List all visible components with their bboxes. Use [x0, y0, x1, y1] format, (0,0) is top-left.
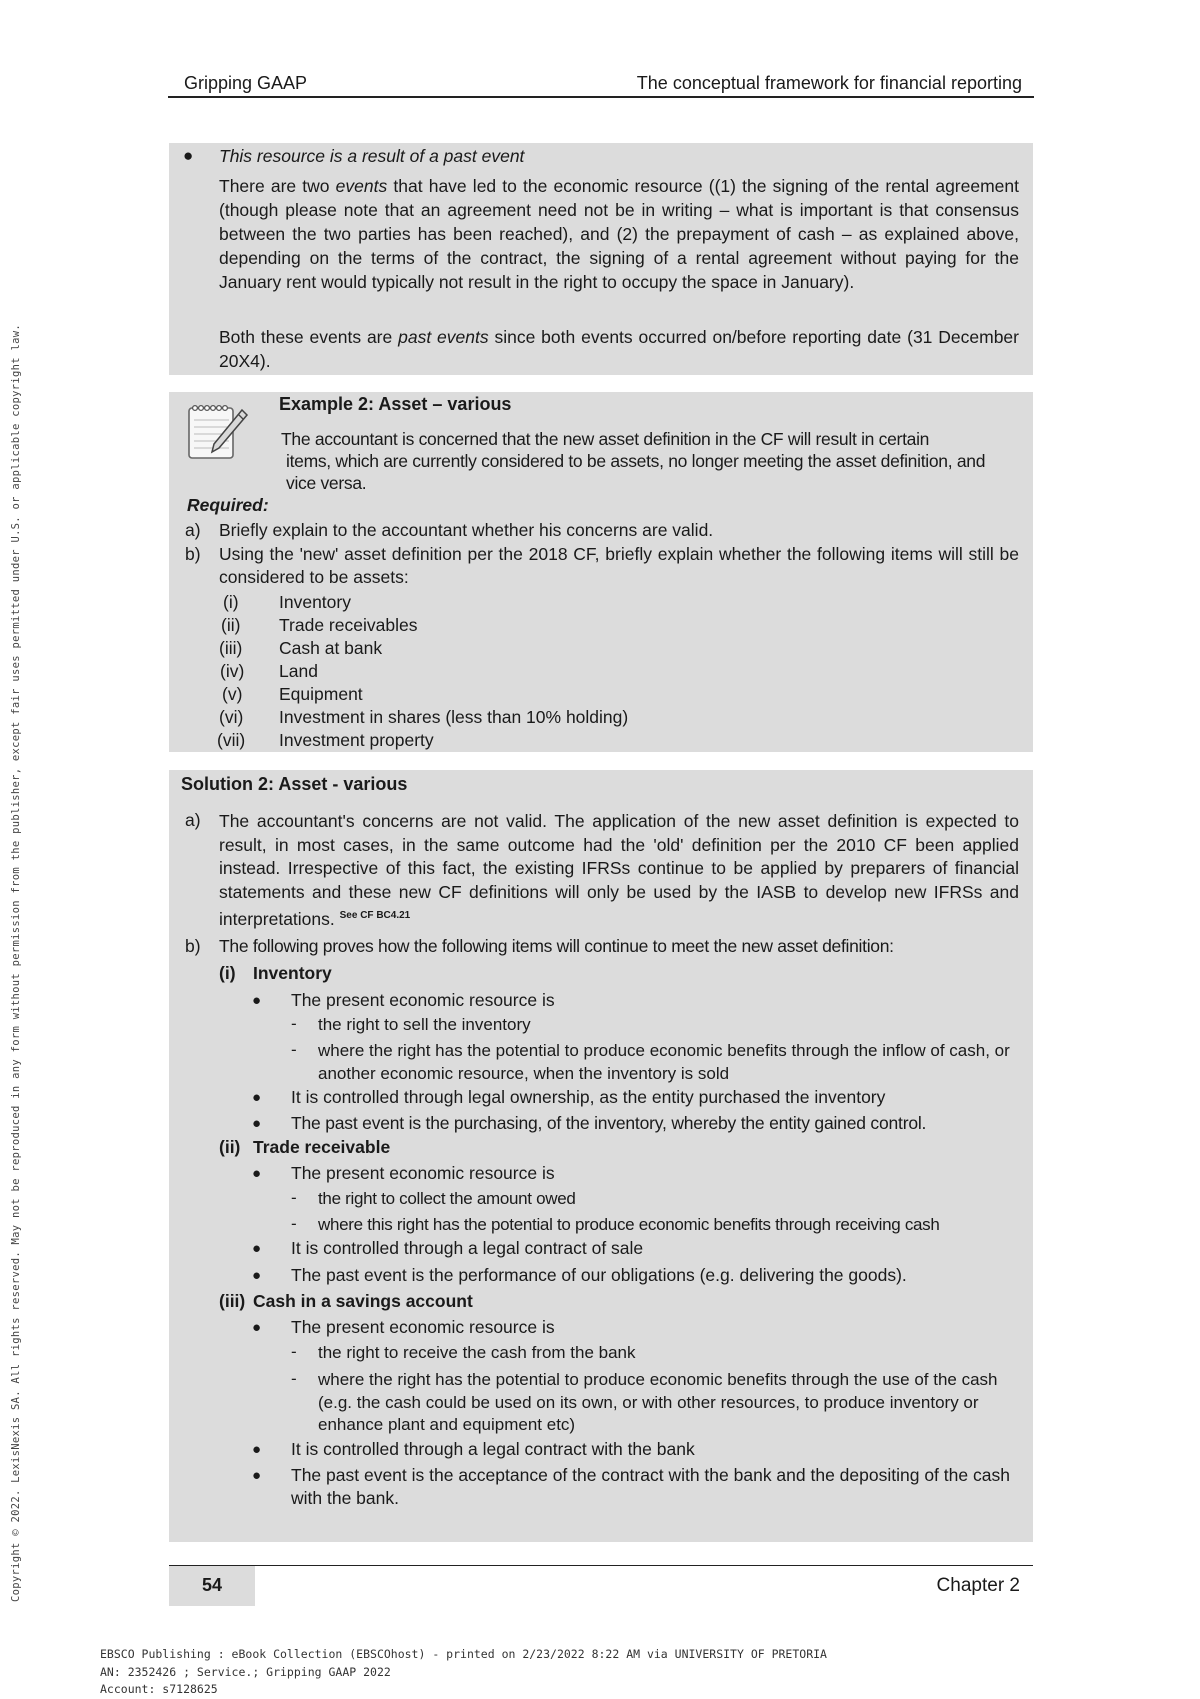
solution-b-label: b)	[185, 936, 201, 956]
chapter-label: Chapter 2	[936, 1575, 1020, 1596]
solution-b-text: The following proves how the following items will continue to meet the new asset definition:	[219, 936, 894, 956]
solution-a-text: The accountant's concerns are not valid. The application of the new asset definition is expected to result, in most cases, in the same outcome had the 'old' definition per the 2010 CF been applied instead. Irrespective of this fact, the existing IFRSs continue to be applied by preparers of financial statements and these new CF definitions will only be used by the IASB to develop new IFRSs and interpretations. $^{See CF BC4.21}$	[219, 811, 1019, 929]
past-event-box	[169, 143, 1033, 375]
header-chapter-title: The conceptual framework for financial reporting	[636, 73, 1022, 93]
bullet-text: The present economic resource is	[291, 1163, 555, 1183]
bullet-icon: ●	[252, 1267, 262, 1284]
print-info-line-3: Account: s7128625	[100, 1682, 218, 1696]
example-title: Example 2: Asset – various	[279, 394, 512, 414]
bullet-text: It is controlled through a legal contract of sale	[291, 1238, 644, 1258]
subsection-heading: (iii) Cash in a savings account	[219, 1291, 473, 1311]
dash-text: where the right has the potential to produce economic benefits through the inflow of cash, or another economic resource, when the inventory is sold	[318, 1041, 1010, 1083]
subsection-heading: (ii) Trade receivable	[219, 1137, 391, 1157]
running-header	[168, 70, 1034, 98]
bullet-icon: ●	[252, 1467, 262, 1484]
bullet-icon: ●	[252, 1115, 262, 1132]
print-info	[100, 1646, 827, 1699]
dash-text: the right to receive the cash from the bank	[318, 1343, 636, 1362]
dash-text: the right to collect the amount owed	[318, 1189, 576, 1208]
example-box: Example 2: Asset – various The accountant is concerned that the new asset definition in the CF will result in certain items, which are currently considered to be assets, no longer meeting the asset definition, and vice versa. Required: a) Briefly explain to the accountant whether his concerns are valid. b) Using the 'new' asset definition per the 2018 CF, briefly explain whether the following items will still be considered to be assets: (i) Inventory (ii) Trade receivables (iii) Cash at bank (iv) Land (v) Equipment (vi) Investment in shares (less than 10% holding) (vii) Investment property	[169, 392, 1033, 752]
required-label: Required:	[187, 495, 269, 515]
dash-marker: -	[291, 1342, 297, 1361]
footer-rule	[169, 1565, 1033, 1566]
dash-marker: -	[291, 1369, 297, 1388]
dash-text: where the right has the potential to produce economic benefits through the use of the cash (e.g. the cash could be used on its own, or with other resources, to produce inventory or enhance plant and equipment etc)	[318, 1370, 998, 1434]
subsection-heading: (i) Inventory	[219, 963, 332, 983]
header-book-title: Gripping GAAP	[184, 73, 308, 93]
bullet-text: The past event is the acceptance of the contract with the bank and the depositing of the cash with the bank.	[291, 1465, 1010, 1508]
bullet-icon: ●	[252, 1441, 262, 1458]
solution-a-label: a)	[185, 810, 201, 830]
past-event-paragraph-2: Both these events are past events since both events occurred on/before reporting date (31 December 20X4).	[219, 327, 1019, 371]
bullet-icon: ●	[252, 1089, 262, 1106]
bullet-icon: ●	[252, 992, 262, 1009]
bullet-text: The past event is the purchasing, of the inventory, whereby the entity gained control.	[291, 1113, 927, 1133]
solution-box	[169, 770, 1033, 1542]
bullet-icon: ●	[252, 1240, 262, 1257]
dash-marker: -	[291, 1014, 297, 1033]
bullet-text: It is controlled through legal ownership, as the entity purchased the inventory	[291, 1087, 886, 1107]
notepad-pencil-icon	[185, 400, 249, 462]
bullet-text: The present economic resource is	[291, 1317, 555, 1337]
bullet-icon: ●	[252, 1319, 262, 1336]
reference-note: See CF BC4.21	[339, 910, 411, 921]
bullet-text: The present economic resource is	[291, 990, 555, 1010]
page-number-box	[169, 1566, 255, 1606]
dash-marker: -	[291, 1214, 297, 1233]
bullet-text: The past event is the performance of our obligations (e.g. delivering the goods).	[291, 1265, 907, 1285]
dash-text: where this right has the potential to produce economic benefits through receiving cash	[318, 1215, 940, 1234]
example-body: The accountant is concerned that the new asset definition in the CF will result in certain items, which are currently considered to be assets, no longer meeting the asset definition, and vice versa.	[281, 429, 986, 493]
dash-marker: -	[291, 1040, 297, 1059]
bullet-text: It is controlled through a legal contract with the bank	[291, 1439, 695, 1459]
print-info-line-1: EBSCO Publishing : eBook Collection (EBSCOhost) - printed on 2/23/2022 8:22 AM via UNIVERSITY OF PRETORIA	[100, 1647, 827, 1661]
question-b: b) Using the 'new' asset definition per the 2018 CF, briefly explain whether the following items will still be considered to be assets:	[185, 544, 1019, 587]
bullet-heading: This resource is a result of a past event	[219, 146, 525, 166]
dash-text: the right to sell the inventory	[318, 1015, 531, 1034]
bullet-icon: ●	[252, 1165, 262, 1182]
past-event-paragraph-1: There are two events that have led to the economic resource ((1) the signing of the rental agreement (though please note that an agreement need not be in writing – what is important is that consensus between the two parties has been reached), and (2) the prepayment of cash – as explained above, depending on the terms of the contract, the signing of a rental agreement without paying for the January rent would typically not result in the right to occupy the space in January).	[219, 176, 1019, 292]
print-info-line-2: AN: 2352426 ; Service.; Gripping GAAP 2022	[100, 1664, 391, 1679]
page-number: 54	[201, 1575, 223, 1595]
bullet-icon: ●	[183, 146, 194, 165]
side-copyright-notice: Copyright © 2022. LexisNexis SA. All rights reserved. May not be reproduced in any form without permission from the publisher, except fair uses permitted under U.S. or applicable copyright law.	[10, 324, 22, 1602]
solution-title: Solution 2: Asset - various	[181, 774, 408, 794]
dash-marker: -	[291, 1188, 297, 1207]
